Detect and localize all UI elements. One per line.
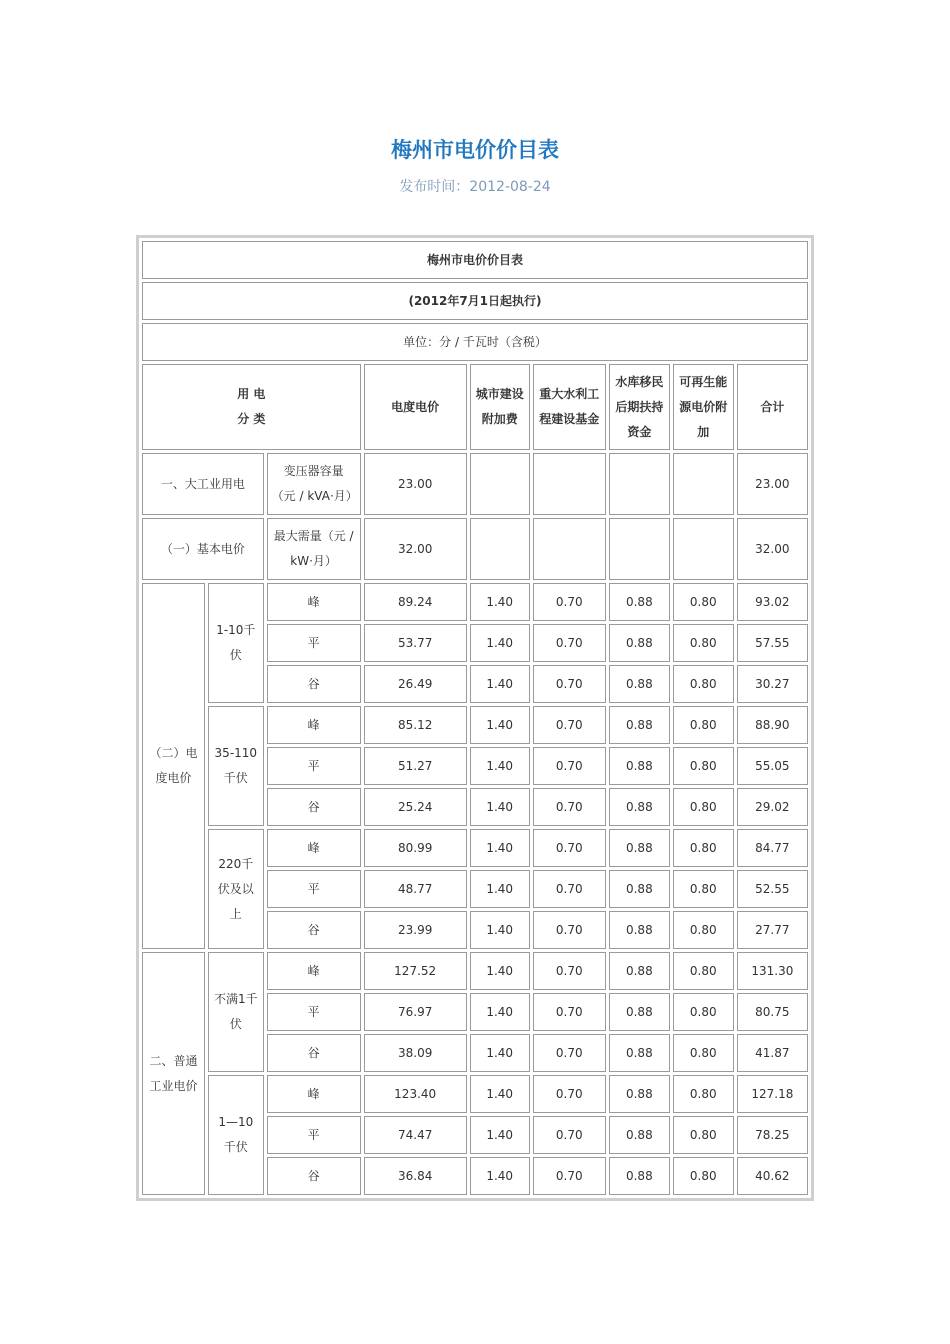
cell-renewable: 0.80 (673, 870, 734, 908)
category-header (142, 364, 361, 450)
cell-reservoir (609, 518, 670, 580)
period-label: 峰 (267, 952, 361, 990)
cell-urban: 1.40 (470, 911, 530, 949)
cell-renewable: 0.80 (673, 911, 734, 949)
cell-price: 36.84 (364, 1157, 467, 1195)
cell-water: 0.70 (533, 747, 606, 785)
category-basic-price: （一）基本电价 (142, 518, 264, 580)
cell-price: 123.40 (364, 1075, 467, 1113)
cell-price: 85.12 (364, 706, 467, 744)
cell-urban: 1.40 (470, 665, 530, 703)
table-row (142, 829, 808, 867)
cell-total: 32.00 (737, 518, 808, 580)
cell-renewable: 0.80 (673, 747, 734, 785)
cell-total: 80.75 (737, 993, 808, 1031)
cell-renewable: 0.80 (673, 952, 734, 990)
table-row (142, 952, 808, 990)
period-label: 谷 (267, 665, 361, 703)
header-reservoir: 水库移民后期扶持资金 (609, 364, 670, 450)
voltage-group: 220千伏及以上 (208, 829, 264, 949)
period-label: 峰 (267, 1075, 361, 1113)
cell-price: 127.52 (364, 952, 467, 990)
cell-total: 84.77 (737, 829, 808, 867)
cell-renewable: 0.80 (673, 1034, 734, 1072)
cell-urban: 1.40 (470, 870, 530, 908)
cell-water: 0.70 (533, 1157, 606, 1195)
cell-reservoir: 0.88 (609, 1157, 670, 1195)
cell-reservoir: 0.88 (609, 829, 670, 867)
cell-total: 30.27 (737, 665, 808, 703)
cell-reservoir (609, 453, 670, 515)
cell-water: 0.70 (533, 1116, 606, 1154)
cell-price: 51.27 (364, 747, 467, 785)
period-label: 平 (267, 993, 361, 1031)
voltage-group: 1-10千伏 (208, 583, 264, 703)
cell-total: 27.77 (737, 911, 808, 949)
cell-renewable: 0.80 (673, 665, 734, 703)
cell-renewable: 0.80 (673, 706, 734, 744)
price-table (136, 235, 814, 1201)
page-title: 梅州市电价价目表 (391, 138, 559, 162)
cell-renewable: 0.80 (673, 829, 734, 867)
header-price: 电度电价 (364, 364, 467, 450)
cell-reservoir: 0.88 (609, 706, 670, 744)
cell-renewable: 0.80 (673, 1116, 734, 1154)
cell-urban: 1.40 (470, 583, 530, 621)
table-row (142, 518, 808, 580)
cell-price: 38.09 (364, 1034, 467, 1072)
cell-price: 76.97 (364, 993, 467, 1031)
cell-water: 0.70 (533, 952, 606, 990)
cell-reservoir: 0.88 (609, 624, 670, 662)
category-general-industry: 二、普通工业电价 (142, 952, 205, 1195)
voltage-group: 1—10千伏 (208, 1075, 264, 1195)
cell-renewable: 0.80 (673, 788, 734, 826)
cell-total: 88.90 (737, 706, 808, 744)
period-label: 峰 (267, 706, 361, 744)
transformer-capacity-label: 变压器容量（元 / kVA·月） (267, 453, 361, 515)
header-water: 重大水利工程建设基金 (533, 364, 606, 450)
cell-urban: 1.40 (470, 706, 530, 744)
cell-renewable (673, 518, 734, 580)
cell-urban (470, 453, 530, 515)
cell-total: 41.87 (737, 1034, 808, 1072)
cell-price: 32.00 (364, 518, 467, 580)
header-renewable: 可再生能源电价附加 (673, 364, 734, 450)
cell-water: 0.70 (533, 993, 606, 1031)
cell-price: 89.24 (364, 583, 467, 621)
period-label: 谷 (267, 1034, 361, 1072)
cell-total: 23.00 (737, 453, 808, 515)
cell-total: 127.18 (737, 1075, 808, 1113)
category-energy-price: （二）电度电价 (142, 583, 205, 949)
cell-urban: 1.40 (470, 1034, 530, 1072)
cell-renewable: 0.80 (673, 1157, 734, 1195)
cell-total: 29.02 (737, 788, 808, 826)
cell-urban (470, 518, 530, 580)
cell-price: 26.49 (364, 665, 467, 703)
cell-reservoir: 0.88 (609, 583, 670, 621)
cell-water (533, 518, 606, 580)
cell-reservoir: 0.88 (609, 911, 670, 949)
period-label: 峰 (267, 583, 361, 621)
cell-renewable: 0.80 (673, 624, 734, 662)
period-label: 谷 (267, 911, 361, 949)
cell-reservoir: 0.88 (609, 1034, 670, 1072)
cell-total: 40.62 (737, 1157, 808, 1195)
table-row (142, 583, 808, 621)
cell-price: 53.77 (364, 624, 467, 662)
cell-renewable: 0.80 (673, 583, 734, 621)
cell-water: 0.70 (533, 1075, 606, 1113)
voltage-group: 不满1千伏 (208, 952, 264, 1072)
cell-total: 52.55 (737, 870, 808, 908)
header-total: 合计 (737, 364, 808, 450)
cell-reservoir: 0.88 (609, 747, 670, 785)
publish-date: 发布时间：2012-08-24 (399, 179, 551, 195)
category-big-industry: 一、大工业用电 (142, 453, 264, 515)
cell-water: 0.70 (533, 1034, 606, 1072)
cell-urban: 1.40 (470, 788, 530, 826)
cell-reservoir: 0.88 (609, 870, 670, 908)
voltage-group: 35-110千伏 (208, 706, 264, 826)
cell-urban: 1.40 (470, 747, 530, 785)
cell-reservoir: 0.88 (609, 788, 670, 826)
table-row (142, 1075, 808, 1113)
table-title: 梅州市电价价目表 (142, 241, 808, 279)
category-header-bottom: 分 类 (237, 412, 266, 426)
cell-water: 0.70 (533, 788, 606, 826)
cell-total: 93.02 (737, 583, 808, 621)
cell-urban: 1.40 (470, 624, 530, 662)
cell-total: 131.30 (737, 952, 808, 990)
period-label: 平 (267, 1116, 361, 1154)
header-urban: 城市建设附加费 (470, 364, 530, 450)
cell-water (533, 453, 606, 515)
cell-water: 0.70 (533, 706, 606, 744)
cell-total: 57.55 (737, 624, 808, 662)
cell-price: 23.99 (364, 911, 467, 949)
table-row (142, 706, 808, 744)
cell-urban: 1.40 (470, 993, 530, 1031)
header-row (142, 364, 808, 450)
period-label: 谷 (267, 788, 361, 826)
period-label: 平 (267, 747, 361, 785)
cell-price: 25.24 (364, 788, 467, 826)
cell-reservoir: 0.88 (609, 1116, 670, 1154)
cell-reservoir: 0.88 (609, 952, 670, 990)
table-subtitle: (2012年7月1日起执行) (142, 282, 808, 320)
cell-renewable (673, 453, 734, 515)
cell-price: 74.47 (364, 1116, 467, 1154)
period-label: 平 (267, 624, 361, 662)
cell-renewable: 0.80 (673, 1075, 734, 1113)
period-label: 谷 (267, 1157, 361, 1195)
max-demand-label: 最大需量（元 / kW·月） (267, 518, 361, 580)
cell-urban: 1.40 (470, 1157, 530, 1195)
cell-reservoir: 0.88 (609, 1075, 670, 1113)
cell-water: 0.70 (533, 911, 606, 949)
cell-water: 0.70 (533, 829, 606, 867)
period-label: 平 (267, 870, 361, 908)
table-row (142, 453, 808, 515)
category-header-top: 用 电 (237, 387, 266, 401)
cell-water: 0.70 (533, 583, 606, 621)
cell-price: 23.00 (364, 453, 467, 515)
cell-water: 0.70 (533, 870, 606, 908)
cell-price: 80.99 (364, 829, 467, 867)
period-label: 峰 (267, 829, 361, 867)
cell-total: 55.05 (737, 747, 808, 785)
cell-urban: 1.40 (470, 1116, 530, 1154)
cell-reservoir: 0.88 (609, 665, 670, 703)
cell-urban: 1.40 (470, 1075, 530, 1113)
cell-price: 48.77 (364, 870, 467, 908)
cell-total: 78.25 (737, 1116, 808, 1154)
cell-water: 0.70 (533, 665, 606, 703)
cell-urban: 1.40 (470, 952, 530, 990)
cell-water: 0.70 (533, 624, 606, 662)
unit-note: 单位：分 / 千瓦时（含税） (142, 323, 808, 361)
cell-urban: 1.40 (470, 829, 530, 867)
cell-renewable: 0.80 (673, 993, 734, 1031)
cell-reservoir: 0.88 (609, 993, 670, 1031)
